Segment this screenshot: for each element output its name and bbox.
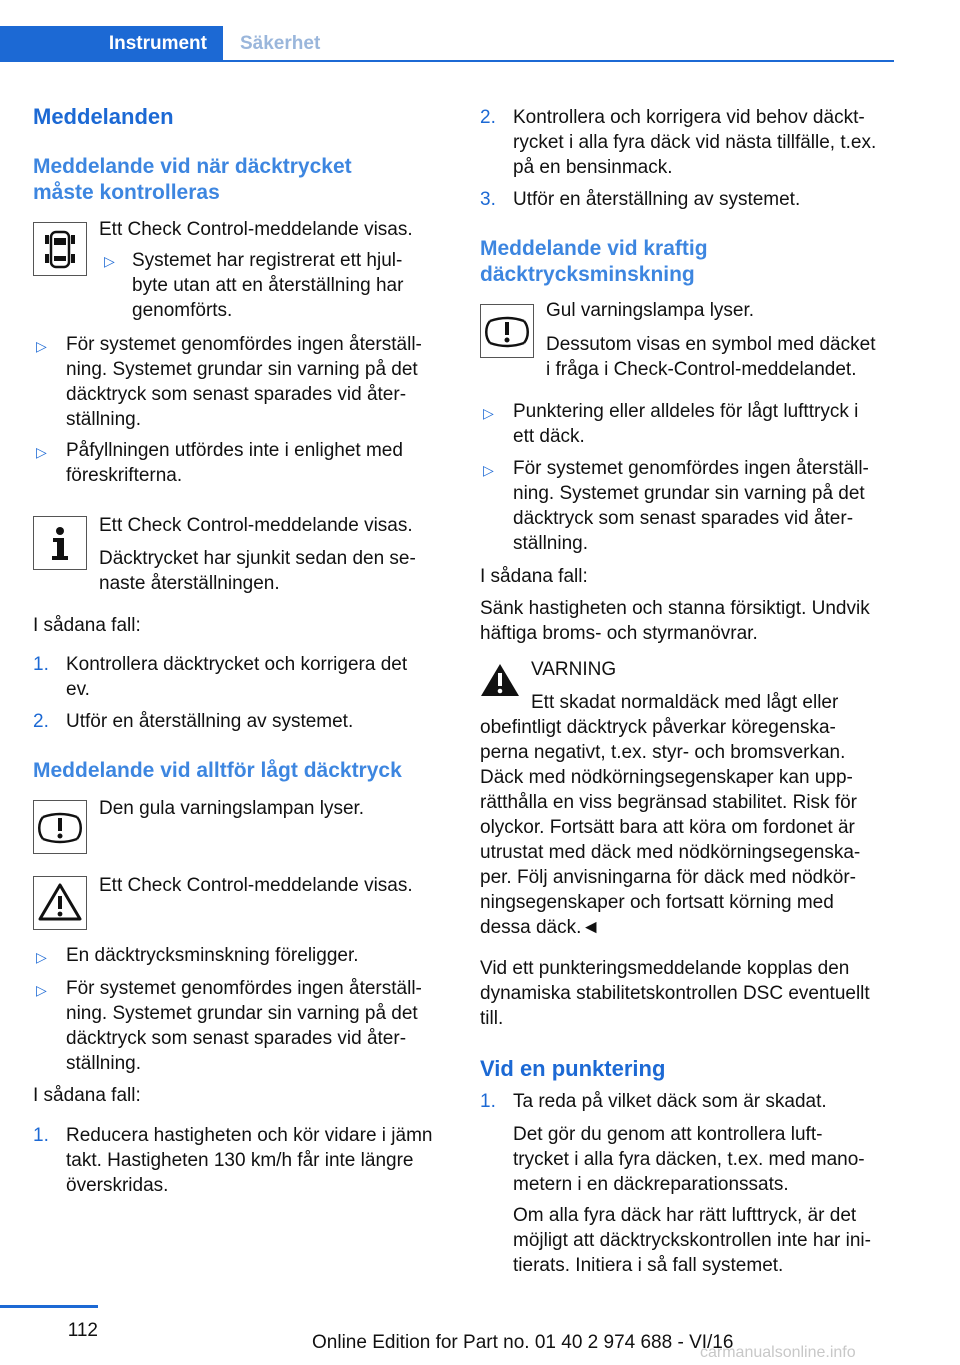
list-item: Utför en återställning av systemet. [66,711,354,732]
cc-message-text: Ett Check Control-meddelande visas. [99,219,413,240]
bullet-triangle-icon: ▷ [104,253,115,269]
paragraph: Gul varningslampa lyser. [546,300,755,321]
list-item [66,652,407,702]
text-line: takt. Hastigheten 130 km/h får inte längre [66,1150,414,1171]
text-line: Punktering eller alldeles för lågt lufttryck i [513,401,859,422]
text-line: För systemet genomfördes ingen återställ- [66,978,422,999]
text-line: till. [480,1008,504,1029]
warning-triangle-icon [33,876,87,930]
text-line: obefintligt däcktryck påverkar köregenska- [480,717,836,738]
text-line: Systemet har registrerat ett hjul- [132,250,403,271]
heading-line: måste kontrolleras [33,181,220,204]
text-line: olyckor. Fortsätt bara att köra om fordonet är [480,817,855,838]
list-item [66,332,422,432]
list-number: 1. [33,1125,49,1146]
warning-triangle-icon [480,662,520,698]
tire-pressure-warning-icon [480,304,534,358]
paragraph [513,1203,871,1278]
text-line: byte utan att en återställning har [132,275,404,296]
text-line: Reducera hastigheten och kör vidare i jämn [66,1125,433,1146]
list-item [513,456,869,556]
text-line: däcktryck som senast sparades vid åter- [66,384,407,405]
text-line: per. Följ anvisningarna för däck med nödkör- [480,867,856,888]
text-line: ning. Systemet grundar sin varning på det [513,483,865,504]
bullet-triangle-icon: ▷ [36,949,47,965]
heading-puncture: Vid en punktering [480,1056,666,1081]
text-line: dessa däck.◄ [480,917,601,938]
text-line: Påfyllningen utfördes inte i enlighet med [66,440,403,461]
text-line: ställning. [513,533,588,554]
text-line: tierats. Initiera i så fall systemet. [513,1255,784,1276]
list-item [513,105,876,180]
text-line: För systemet genomfördes ingen återställ- [66,334,422,355]
list-item [66,438,403,488]
cc-message-text: Ett Check Control-meddelande visas. [99,875,413,896]
text-line: perna negativt, t.ex. styr- och bromsverkan. [480,742,846,763]
tire-pressure-warning-icon [33,800,87,854]
list-item [513,399,858,449]
heading-strong-drop [480,236,708,288]
text-line: på en bensinmack. [513,157,673,178]
list-number: 1. [480,1091,496,1112]
list-item: Ta reda på vilket däck som är skadat. [513,1091,827,1112]
paragraph [546,332,875,382]
heading-low-pressure: Meddelande vid alltför lågt däcktryck [33,759,402,782]
text-line: Kontrollera däcktrycket och korrigera det [66,654,408,675]
text-line: metern i en däckreparationssats. [513,1174,789,1195]
text-line: ning. Systemet grundar sin varning på det [66,1003,418,1024]
text-line: ställning. [66,1053,141,1074]
list-item [132,248,403,323]
cc-message-text: Ett Check Control-meddelande visas. [99,515,413,536]
page-number: 112 [67,1320,98,1341]
text-line: utrustat med däck med nödkörningsegenska- [480,842,861,863]
list-number: 2. [480,107,496,128]
heading-line: Meddelande vid kraftig [480,237,708,260]
text-line: ett däck. [513,426,585,447]
text-line: Sänk hastigheten och stanna försiktigt. Undvik [480,598,870,619]
paragraph: I sådana fall: [480,566,588,587]
text-line: ev. [66,679,90,700]
paragraph: I sådana fall: [33,1085,141,1106]
text-line: dynamiska stabilitetskontrollen DSC eventuellt [480,983,870,1004]
header-rule [223,60,894,62]
car-tires-icon [33,222,87,276]
text-line: Dessutom visas en symbol med däcket [546,334,876,355]
paragraph [480,956,870,1031]
text-line: Däcktrycket har sjunkit sedan den se- [99,548,416,569]
paragraph [513,1122,865,1197]
text-line: trycket i alla fyra däcken, t.ex. med mano- [513,1149,865,1170]
text-line: överskridas. [66,1175,169,1196]
list-item [66,1123,432,1198]
text-line: däcktryck som senast sparades vid åter- [513,508,854,529]
text-line: Det gör du genom att kontrollera luft- [513,1124,823,1145]
bullet-triangle-icon: ▷ [483,462,494,478]
text-line: Om alla fyra däck har rätt lufttryck, är det [513,1205,857,1226]
bullet-triangle-icon: ▷ [483,405,494,421]
text-line: föreskrifterna. [66,465,183,486]
text-line: Vid ett punkteringsmeddelande kopplas den [480,958,850,979]
heading-messages: Meddelanden [33,104,174,129]
warning-text [480,715,860,940]
paragraph [480,596,870,646]
list-number: 3. [480,189,496,210]
heading-check-pressure [33,154,352,206]
text-line: rycket i alla fyra däck vid nästa tillfälle, t.ex. [513,132,877,153]
text-line: häftiga broms- och styrmanövrar. [480,623,758,644]
list-item: En däcktrycksminskning föreligger. [66,945,359,966]
text-line: Däck med nödkörningsegenskaper kan upp- [480,767,853,788]
text-line: Kontrollera och korrigera vid behov däckt- [513,107,865,128]
info-icon [33,516,87,570]
bullet-triangle-icon: ▷ [36,982,47,998]
paragraph [99,546,416,596]
text-line: genomförts. [132,300,233,321]
text-line: ning. Systemet grundar sin varning på det [66,359,418,380]
paragraph: I sådana fall: [33,615,141,636]
list-item [66,976,422,1076]
list-item: Utför en återställning av systemet. [513,189,801,210]
watermark: carmanualsonline.info [700,1344,856,1361]
bullet-triangle-icon: ▷ [36,338,47,354]
text-line: däcktryck som senast sparades vid åter- [66,1028,407,1049]
list-number: 1. [33,654,49,675]
list-number: 2. [33,711,49,732]
bullet-triangle-icon: ▷ [36,444,47,460]
tab-sakerhet[interactable]: Säkerhet [240,33,321,54]
text-line: rätthålla en viss begränsad stabilitet. Risk för [480,792,858,813]
footer-edition: Online Edition for Part no. 01 40 2 974 688 - VI/16 [312,1332,734,1353]
heading-line: däcktrycksminskning [480,263,695,286]
heading-line: Meddelande vid när däcktrycket [33,155,352,178]
text-line: ningsegenskaper och fortsatt körning med [480,892,834,913]
text-line: naste återställningen. [99,573,280,594]
tab-instrument[interactable]: Instrument [0,26,223,62]
warning-title: VARNING [531,659,617,680]
text-line: Ett skadat normaldäck med lågt eller [531,692,839,713]
text-line: i fråga i Check-Control-meddelandet. [546,359,857,380]
footer-rule [0,1305,98,1308]
text-line: ställning. [66,409,141,430]
paragraph: Den gula varningslampan lyser. [99,798,365,819]
text-line: För systemet genomfördes ingen återställ- [513,458,869,479]
text-line: möjligt att däcktryckskontrollen inte har ini- [513,1230,871,1251]
